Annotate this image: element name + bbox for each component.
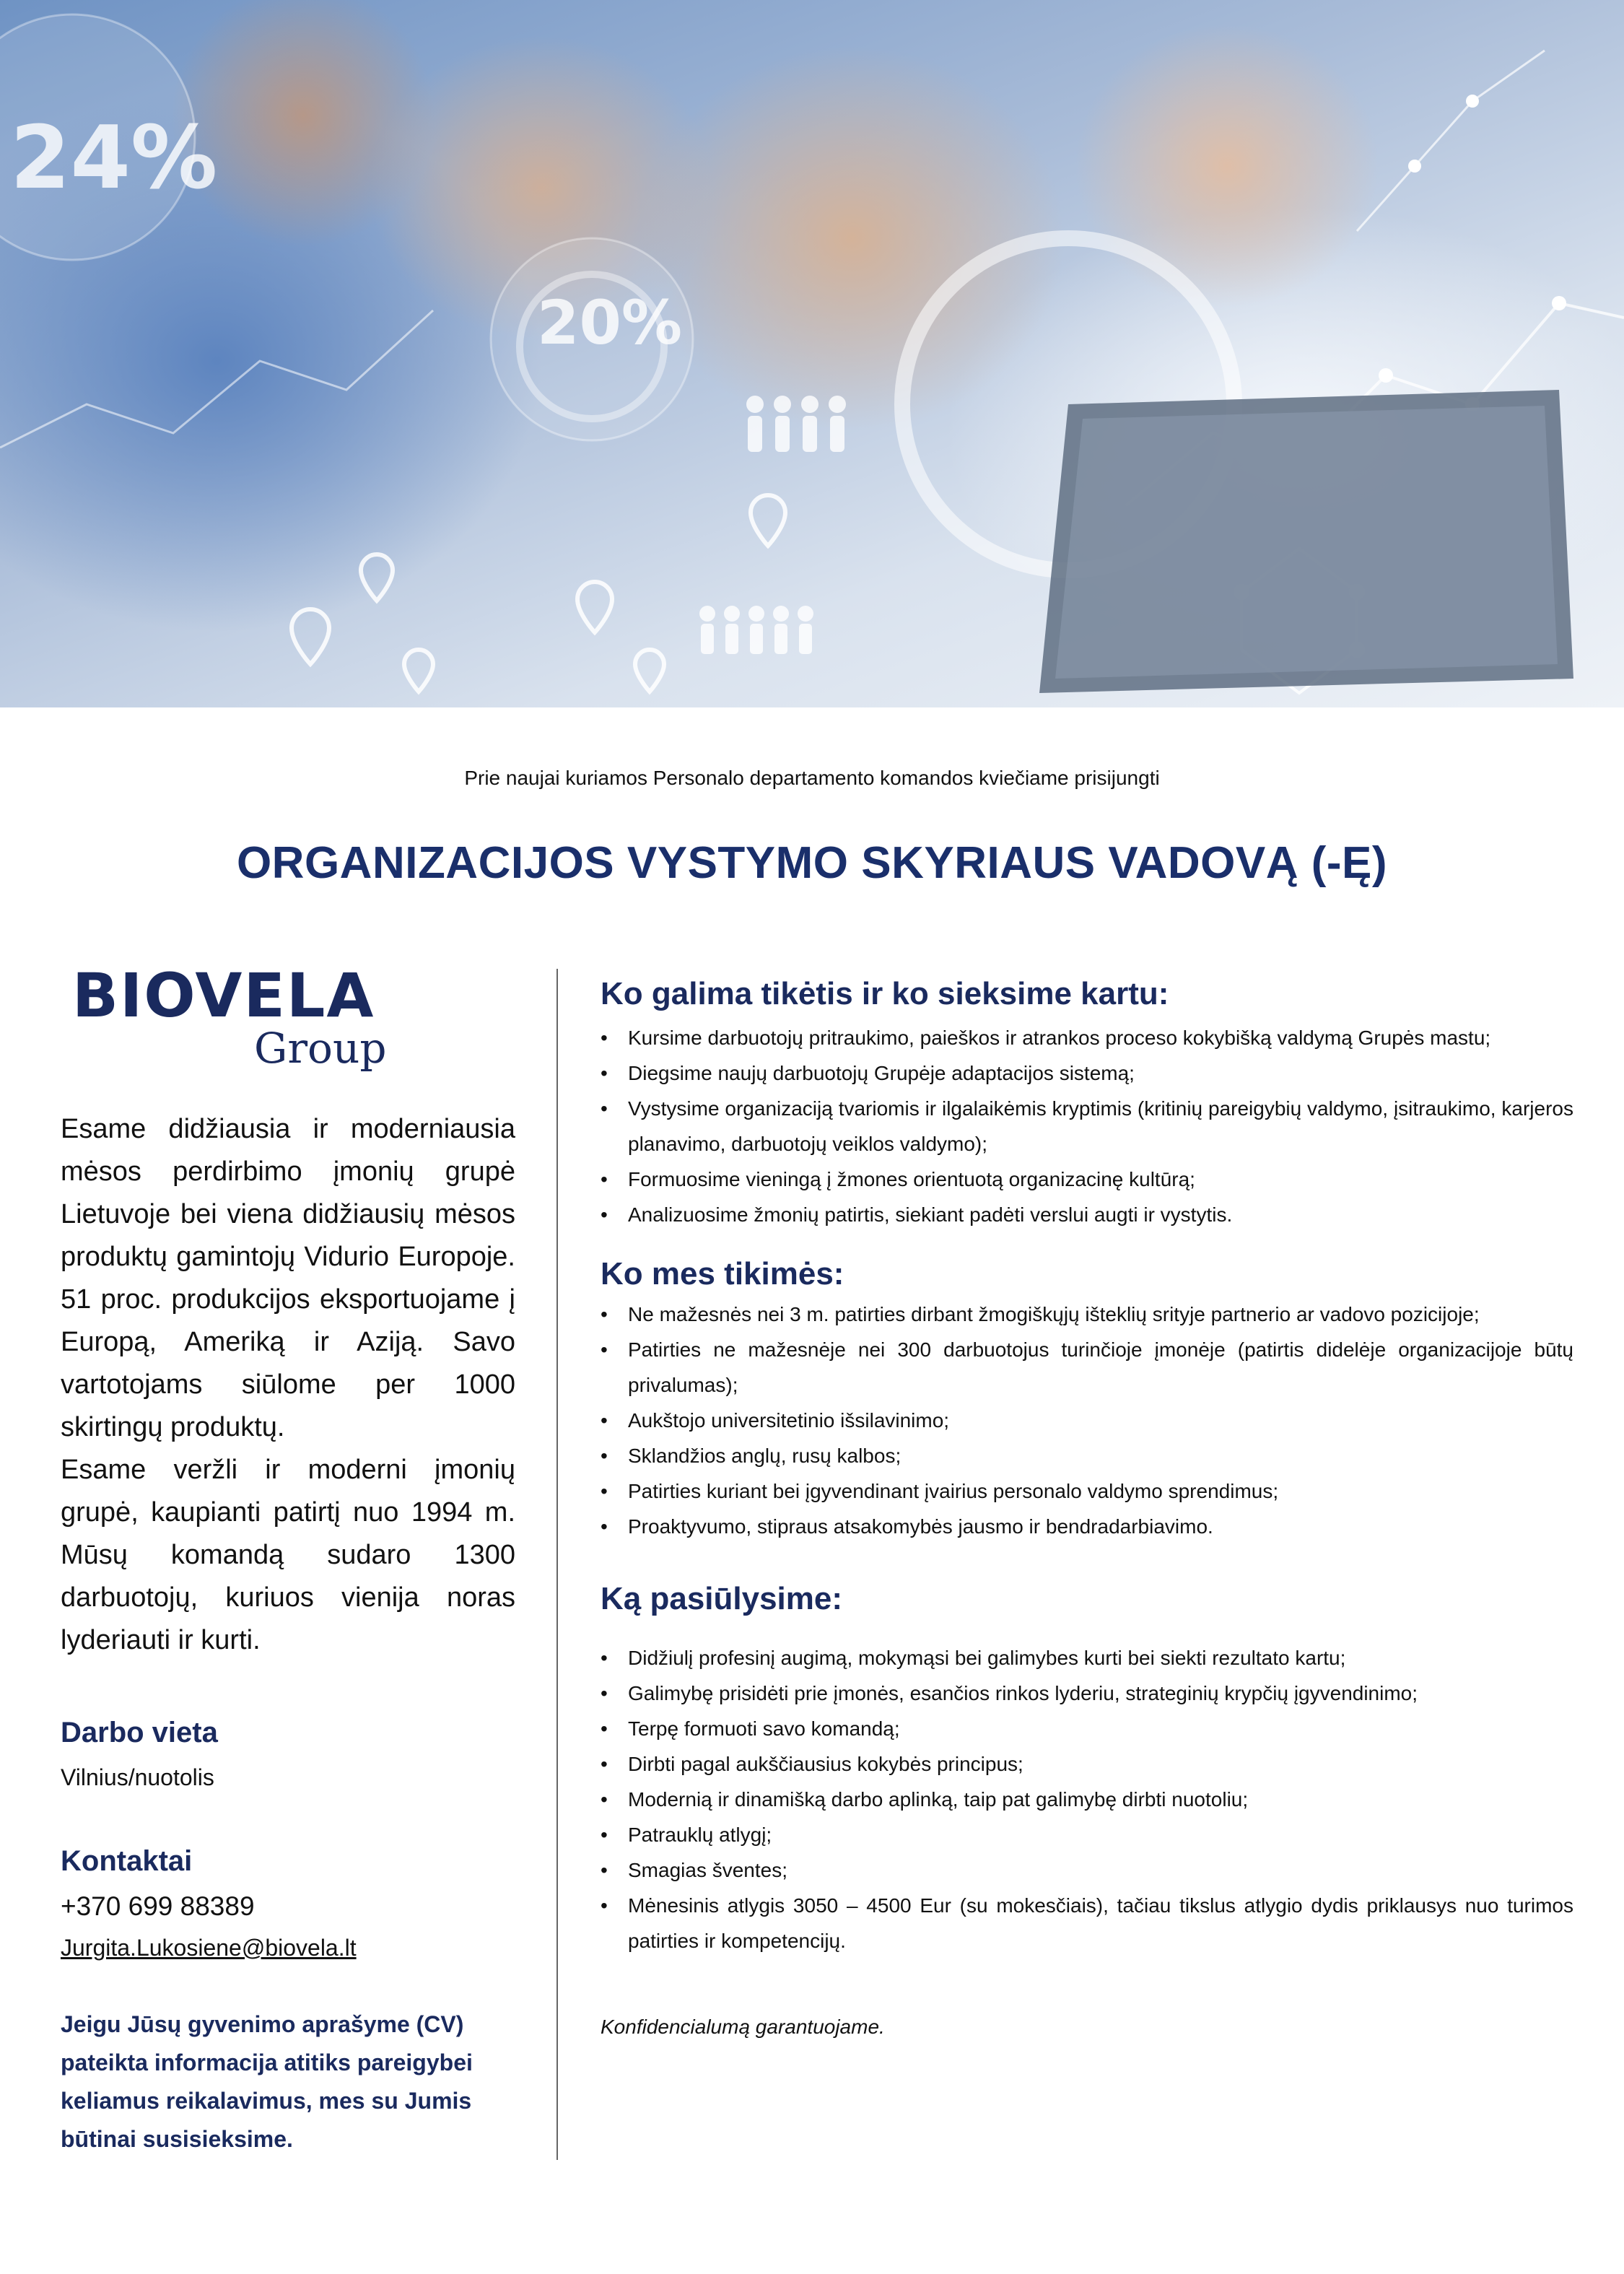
job-title: ORGANIZACIJOS VYSTYMO SKYRIAUS VADOVĄ (-Ę): [236, 838, 1388, 888]
section-heading-expectations: Ko mes tikimės:: [601, 1256, 844, 1291]
list-item: • Diegsime naujų darbuotojų Grupėje adaptacijos sistemą;: [601, 1055, 1573, 1091]
section-heading-goals: Ko galima tikėtis ir ko sieksime kartu:: [601, 976, 1169, 1011]
about-paragraph-1: Esame didžiausia ir moderniausia mėsos perdirbimo įmonių grupė Lietuvoje bei viena didžiausių mėsos produktų gamintojų Vidurio Europoje. 51 proc. produkcijos eksportuojame į Europą, Ameriką ir Aziją. Savo vartotojams siūlome per 1000 skirtingų produktų.: [61, 1114, 515, 1442]
hero-image: [0, 0, 1624, 707]
column-divider: [556, 969, 558, 2160]
list-item: • Mėnesinis atlygis 3050 – 4500 Eur (su mokesčiais), tačiau tikslus atlygio dydis priklausys nuo turimos patirties ir kompetencijų.: [601, 1888, 1573, 1959]
list-item: • Patirties kuriant bei įgyvendinant įvairius personalo valdymo sprendimus;: [601, 1473, 1573, 1509]
workplace-value: Vilnius/nuotolis: [61, 1764, 214, 1790]
intro-text: Prie naujai kuriamos Personalo departamento komandos kviečiame prisijungti: [464, 767, 1160, 789]
list-item: • Proaktyvumo, stipraus atsakomybės jausmo ir bendradarbiavimo.: [601, 1509, 1573, 1544]
about-paragraph-2: Esame veržli ir moderni įmonių grupė, kaupianti patirtį nuo 1994 m. Mūsų komandą sudaro 1300 darbuotojų, kuriuos vienija noras lyderiauti ir kurti.: [61, 1455, 515, 1655]
list-item: • Patrauklų atlygį;: [601, 1817, 1573, 1852]
hero-stat-24: 24%: [10, 108, 218, 209]
goals-list: [601, 1020, 1573, 1232]
company-description: [61, 1108, 515, 1662]
list-item: • Sklandžios anglų, rusų kalbos;: [601, 1438, 1573, 1473]
company-logo: [72, 960, 411, 1083]
list-item: • Kursime darbuotojų pritraukimo, paieškos ir atrankos proceso kokybišką valdymą Grupės mastu;: [601, 1020, 1573, 1055]
section-heading-offer: Ką pasiūlysime:: [601, 1581, 843, 1616]
list-item: • Terpę formuoti savo komandą;: [601, 1711, 1573, 1746]
list-item: • Formuosime vieningą į žmones orientuotą organizacinę kultūrą;: [601, 1162, 1573, 1197]
list-item: • Ne mažesnės nei 3 m. patirties dirbant žmogiškųjų išteklių srityje partnerio ar vadovo pozicijoje;: [601, 1297, 1573, 1332]
list-item: • Patirties ne mažesnėje nei 300 darbuotojus turinčioje įmonėje (patirtis didelėje organizacijoje būtų privalumas);: [601, 1332, 1573, 1403]
list-item: • Analizuosime žmonių patirtis, siekiant padėti verslui augti ir vystytis.: [601, 1197, 1573, 1232]
closing-note: Jeigu Jūsų gyvenimo aprašyme (CV) pateikta informacija atitiks pareigybei keliamus reikalavimus, mes su Jumis būtinai susisieksime.: [61, 2011, 473, 2152]
hero-stat-20: 20%: [537, 287, 683, 358]
list-item: • Modernią ir dinamišką darbo aplinką, taip pat galimybę dirbti nuotoliu;: [601, 1782, 1573, 1817]
expectations-list: [601, 1297, 1573, 1544]
workplace-heading: Darbo vieta: [61, 1717, 218, 1748]
contact-email-link[interactable]: Jurgita.Lukosiene@biovela.lt: [61, 1935, 357, 1961]
list-item: • Vystysime organizaciją tvariomis ir ilgalaikėmis kryptimis (kritinių pareigybių valdymo, įsitraukimo, karjeros planavimo, darbuotojų veiklos valdymo);: [601, 1091, 1573, 1162]
list-item: • Galimybę prisidėti prie įmonės, esančios rinkos lyderiu, strateginių krypčių įgyvendinimo;: [601, 1676, 1573, 1711]
offer-list: [601, 1640, 1573, 1959]
hero-infographic-overlay: [0, 0, 1624, 707]
contacts-heading: Kontaktai: [61, 1845, 193, 1877]
list-item: • Didžiulį profesinį augimą, mokymąsi bei galimybes kurti bei siekti rezultato kartu;: [601, 1640, 1573, 1676]
logo-brand: BIOVELA: [72, 960, 375, 1031]
list-item: • Smagias šventes;: [601, 1852, 1573, 1888]
list-item: • Dirbti pagal aukščiausius kokybės principus;: [601, 1746, 1573, 1782]
list-item: • Aukštojo universitetinio išsilavinimo;: [601, 1403, 1573, 1438]
logo-group: Group: [254, 1024, 387, 1073]
confidentiality-note: Konfidencialumą garantuojame.: [601, 2016, 885, 2038]
contact-phone: +370 699 88389: [61, 1891, 255, 1921]
